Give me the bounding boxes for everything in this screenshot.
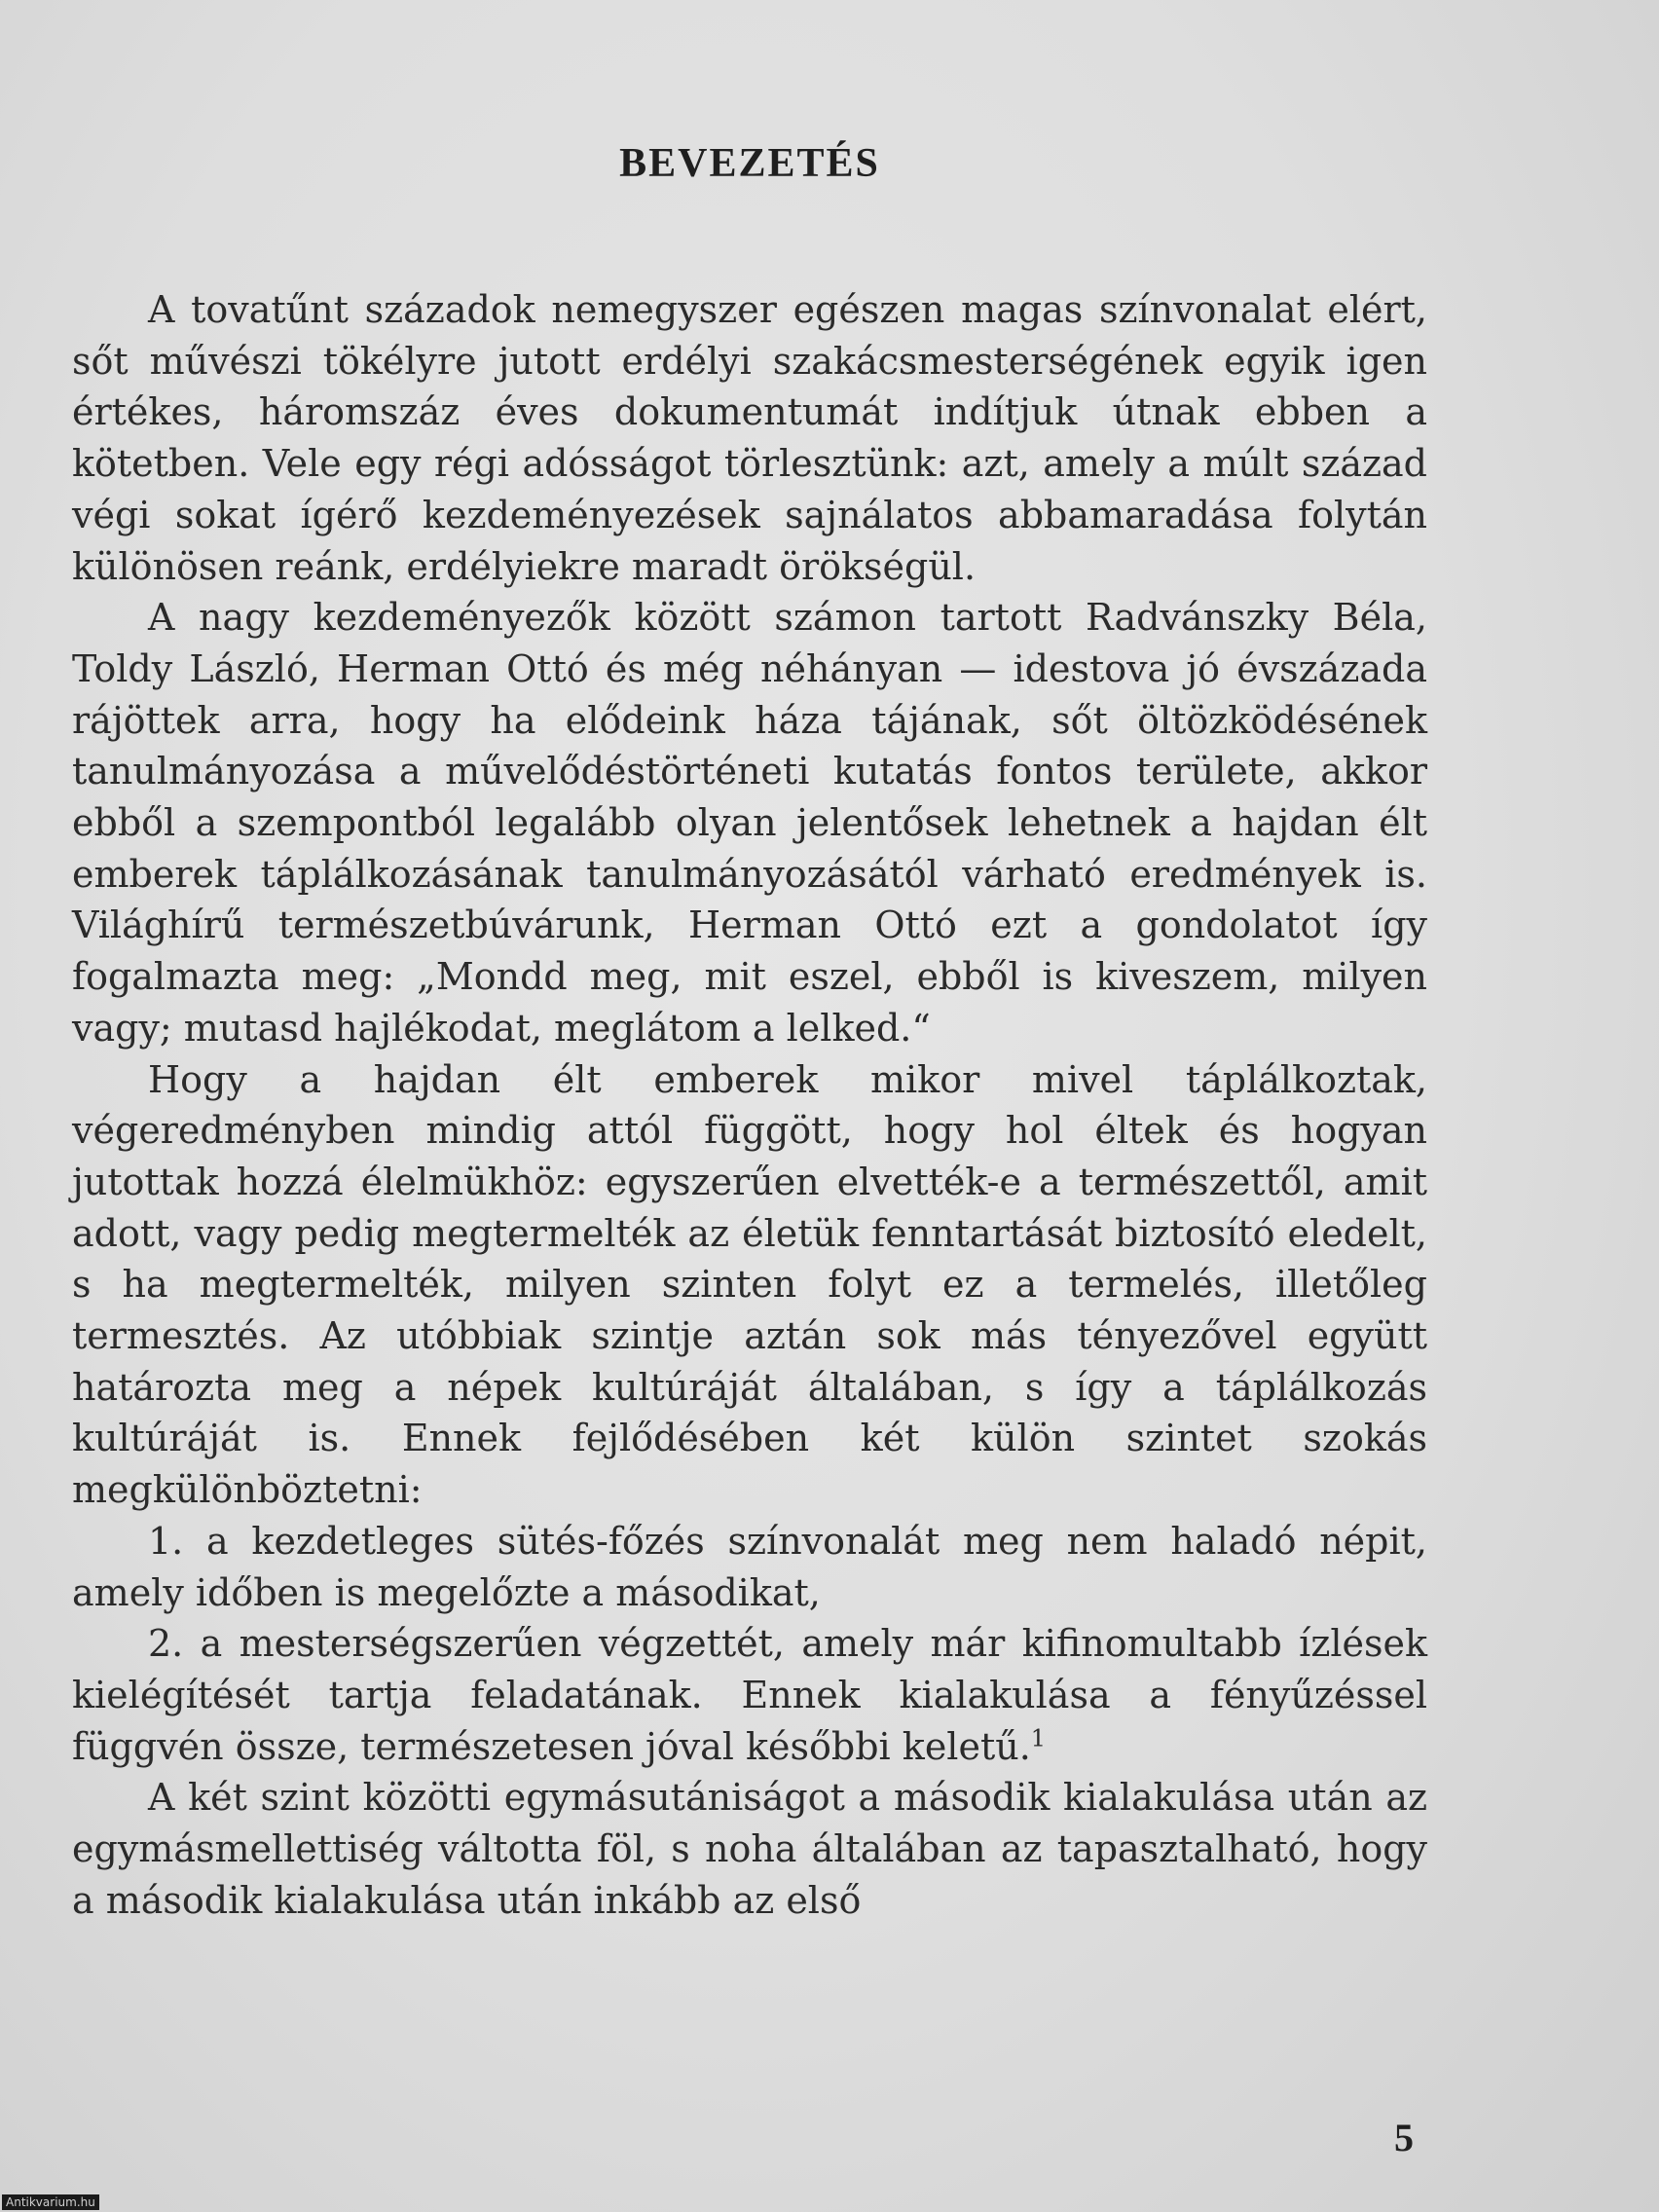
body-text	[72, 284, 1427, 1927]
list-item-1: 1. a kezdetleges sütés-főzés színvonalát meg nem haladó népit, amely időben is megelőzte a másodikat,	[72, 1519, 1427, 1614]
watermark: Antikvarium.hu	[2, 2194, 99, 2210]
paragraph-1: A tovatűnt századok nemegyszer egészen magas színvonalat elért, sőt művészi tökélyre jutott erdélyi szakácsmesterségének egyik igen értékes, háromszáz éves dokumentumát indítjuk útnak ebben a kötetben. Vele egy régi adósságot törlesztünk: azt, amely a múlt század végi sokat ígérő kezdeményezések sajnálatos abbamaradása folytán különösen reánk, erdélyiekre maradt örökségül.	[72, 288, 1427, 588]
paragraph-4: A két szint közötti egymásutániságot a második kialakulása után az egymásmellettiség váltotta föl, s noha általában az tapasztalható, hogy a második kialakulása után inkább az első	[72, 1776, 1427, 1922]
paragraph-3: Hogy a hajdan élt emberek mikor mivel táplálkoztak, végeredményben mindig attól függött, hogy hol éltek és hogyan jutottak hozzá élelmükhöz: egyszerűen elvették-e a természettől, amit adott, vagy pedig megtermelték az életük fenntartását biztosító eledelt, s ha megtermelték, milyen szinten folyt ez a termelés, illetőleg termesztés. Az utóbbiak szintje aztán sok más tényezővel együtt határozta meg a népek kultúráját általában, s így a táplálkozás kultúráját is. Ennek fejlődésében két külön szintet szokás megkülönböztetni:	[72, 1057, 1427, 1512]
list-item-2	[72, 1618, 1427, 1772]
list-item-2-text: 2. a mesterségszerűen végzettét, amely már kifinomultabb ízlések kielégítését tartja feladatának. Ennek kialakulása a fényűzéssel függvén össze, természetesen jóval későbbi keletű.	[72, 1622, 1427, 1768]
page-number: 5	[1394, 2116, 1414, 2159]
chapter-title: BEVEZETÉS	[619, 141, 880, 186]
footnote-mark: 1	[1030, 1724, 1047, 1752]
paragraph-2: A nagy kezdeményezők között számon tartott Radvánszky Béla, Toldy László, Herman Ottó és még néhányan — idestova jó évszázada rájöttek arra, hogy ha elődeink háza tájának, sőt öltözködésének tanulmányozása a művelődéstörténeti kutatás fontos területe, akkor ebből a szempontból legalább olyan jelentősek lehetnek a hajdan élt emberek táplálkozásának tanulmányozásától várható eredmények is. Világhírű természetbúvárunk, Herman Ottó ezt a gondolatot így fogalmazta meg: „Mondd meg, mit eszel, ebből is kiveszem, milyen vagy; mutasd hajlékodat, meglátom a lelked.“	[72, 596, 1427, 1050]
